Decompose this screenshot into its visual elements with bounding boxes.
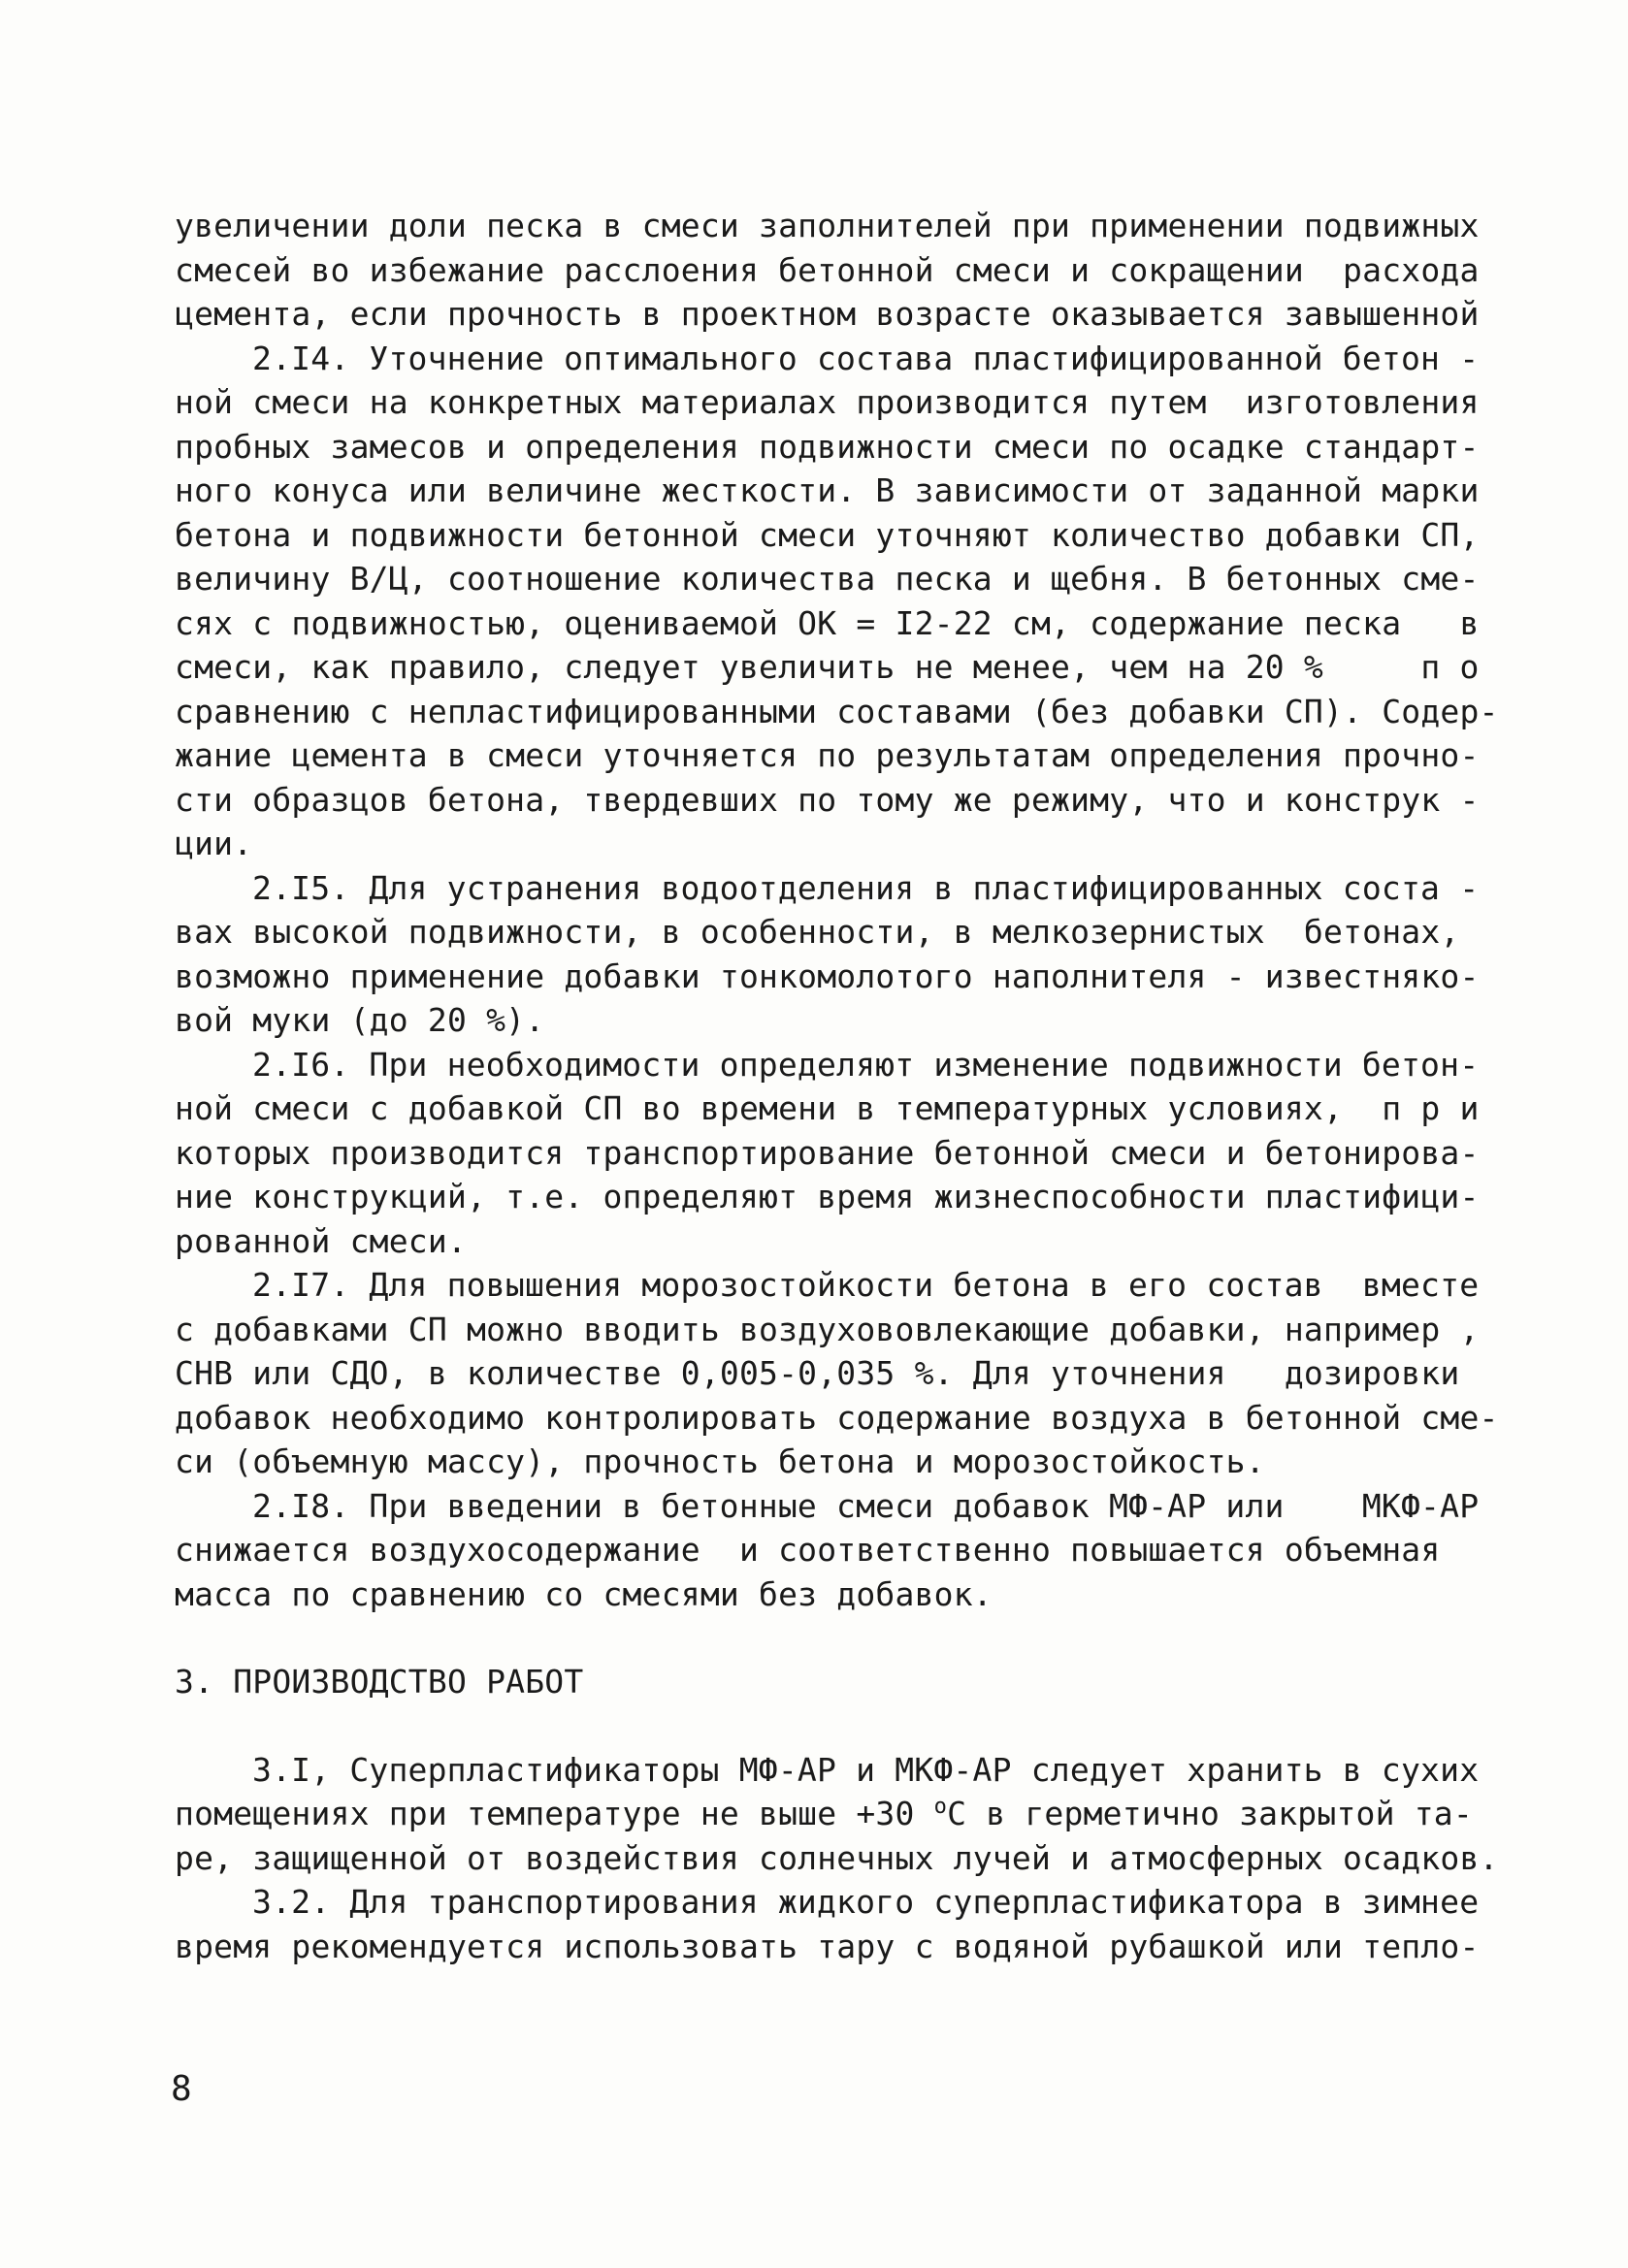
paragraph-2-14 xyxy=(175,337,1499,866)
text-line: время рекомендуется использовать тару с водяной рубашкой или тепло- xyxy=(175,1927,1480,1965)
text-line: сти образцов бетона, твердевших по тому же режиму, что и конструк - xyxy=(175,780,1480,819)
paragraph-3-1 xyxy=(175,1748,1499,1881)
text-line: смесей во избежание расслоения бетонной смеси и сокращении расхода xyxy=(175,250,1480,289)
text-line: ного конуса или величине жесткости. В зависимости от заданной марки xyxy=(175,471,1480,509)
text-line: жание цемента в смеси уточняется по результатам определения прочно- xyxy=(175,736,1480,774)
text-line: масса по сравнению со смесями без добавок. xyxy=(175,1574,993,1613)
text-line: ре, защищенной от воздействия солнечных лучей и атмосферных осадков. xyxy=(175,1838,1499,1877)
text-line: вой муки (до 20 %). xyxy=(175,1001,545,1039)
text-line: 2.I6. При необходимости определяют изменение подвижности бетон- xyxy=(252,1045,1480,1084)
text-line: с добавками СП можно вводить воздухововлекающие добавки, например , xyxy=(175,1310,1480,1348)
text-line: снижается воздухосодержание и соответственно повышается объемная xyxy=(175,1531,1441,1569)
text-line: рованной смеси. xyxy=(175,1221,468,1260)
page-number: 8 xyxy=(171,2069,192,2109)
text-line: смеси, как правило, следует увеличить не менее, чем на 20 % п о xyxy=(175,648,1480,686)
spacer xyxy=(175,1616,1436,1660)
spacer xyxy=(175,1704,1436,1748)
text-line: ной смеси с добавкой СП во времени в температурных условиях, п р и xyxy=(175,1089,1480,1127)
text-line: 2.I7. Для повышения морозостойкости бетона в его состав вместе xyxy=(252,1266,1480,1304)
section-heading-3 xyxy=(175,1660,1436,1704)
text-fragment: С в герметично закрытой та- xyxy=(947,1795,1473,1832)
text-line: 3.2. Для транспортирования жидкого суперпластификатора в зимнее xyxy=(252,1883,1480,1921)
text-line: увеличении доли песка в смеси заполнителей при применении подвижных xyxy=(175,207,1480,244)
text-line: си (объемную массу), прочность бетона и морозостойкость. xyxy=(175,1442,1265,1480)
text-line: бетона и подвижности бетонной смеси уточняют количество добавки СП, xyxy=(175,515,1480,554)
text-line: 2.I8. При введении в бетонные смеси добавок МФ-АР или МКФ-АР xyxy=(252,1486,1480,1525)
paragraph-2-18 xyxy=(175,1484,1480,1617)
heading-text: 3. ПРОИЗВОДСТВО РАБОТ xyxy=(175,1663,584,1701)
text-line: 2.I4. Уточнение оптимального состава пластифицированной бетон - xyxy=(252,339,1480,377)
text-fragment: помещениях при температуре не выше +30 xyxy=(175,1795,934,1832)
degree-superscript: о xyxy=(933,1795,948,1819)
paragraph-2-15 xyxy=(175,866,1480,1043)
text-line: которых производится транспортирование бетонной смеси и бетонирова- xyxy=(175,1133,1480,1172)
text-line: СНВ или СДО, в количестве 0,005-0,035 %. Для уточнения дозировки xyxy=(175,1354,1460,1392)
text-line: добавок необходимо контролировать содержание воздуха в бетонной сме- xyxy=(175,1398,1499,1437)
text-line: ции. xyxy=(175,825,253,862)
text-line: величину В/Ц, соотношение количества песка и щебня. В бетонных сме- xyxy=(175,560,1480,598)
text-line: пробных замесов и определения подвижности смеси по осадке стандарт- xyxy=(175,427,1480,466)
text-line: возможно применение добавки тонкомолотого наполнителя - известняко- xyxy=(175,956,1480,995)
text-line: 2.I5. Для устранения водоотделения в пластифицированных соста - xyxy=(252,868,1480,907)
text-line: ной смеси на конкретных материалах производится путем изготовления xyxy=(175,383,1480,421)
text-line: сях с подвижностью, оцениваемой ОК = I2-22 см, содержание песка в xyxy=(175,603,1480,642)
paragraph-2-17 xyxy=(175,1263,1499,1484)
paragraph-intro xyxy=(175,204,1480,337)
text-line: цемента, если прочность в проектном возрасте оказывается завышенной xyxy=(175,295,1480,333)
text-line: ние конструкций, т.е. определяют время жизнеспособности пластифици- xyxy=(175,1178,1480,1215)
text-line: 3.I, Суперпластификаторы МФ-АР и МКФ-АР следует хранить в сухих xyxy=(252,1750,1480,1789)
text-line-with-superscript xyxy=(175,1792,1473,1836)
body-text xyxy=(175,204,1499,1968)
paragraph-3-2 xyxy=(175,1880,1480,1968)
paragraph-2-16 xyxy=(175,1043,1480,1264)
text-line: сравнению с непластифицированными составами (без добавки СП). Содер- xyxy=(175,692,1499,730)
text-line: вах высокой подвижности, в особенности, в мелкозернистых бетонах, xyxy=(175,913,1460,951)
